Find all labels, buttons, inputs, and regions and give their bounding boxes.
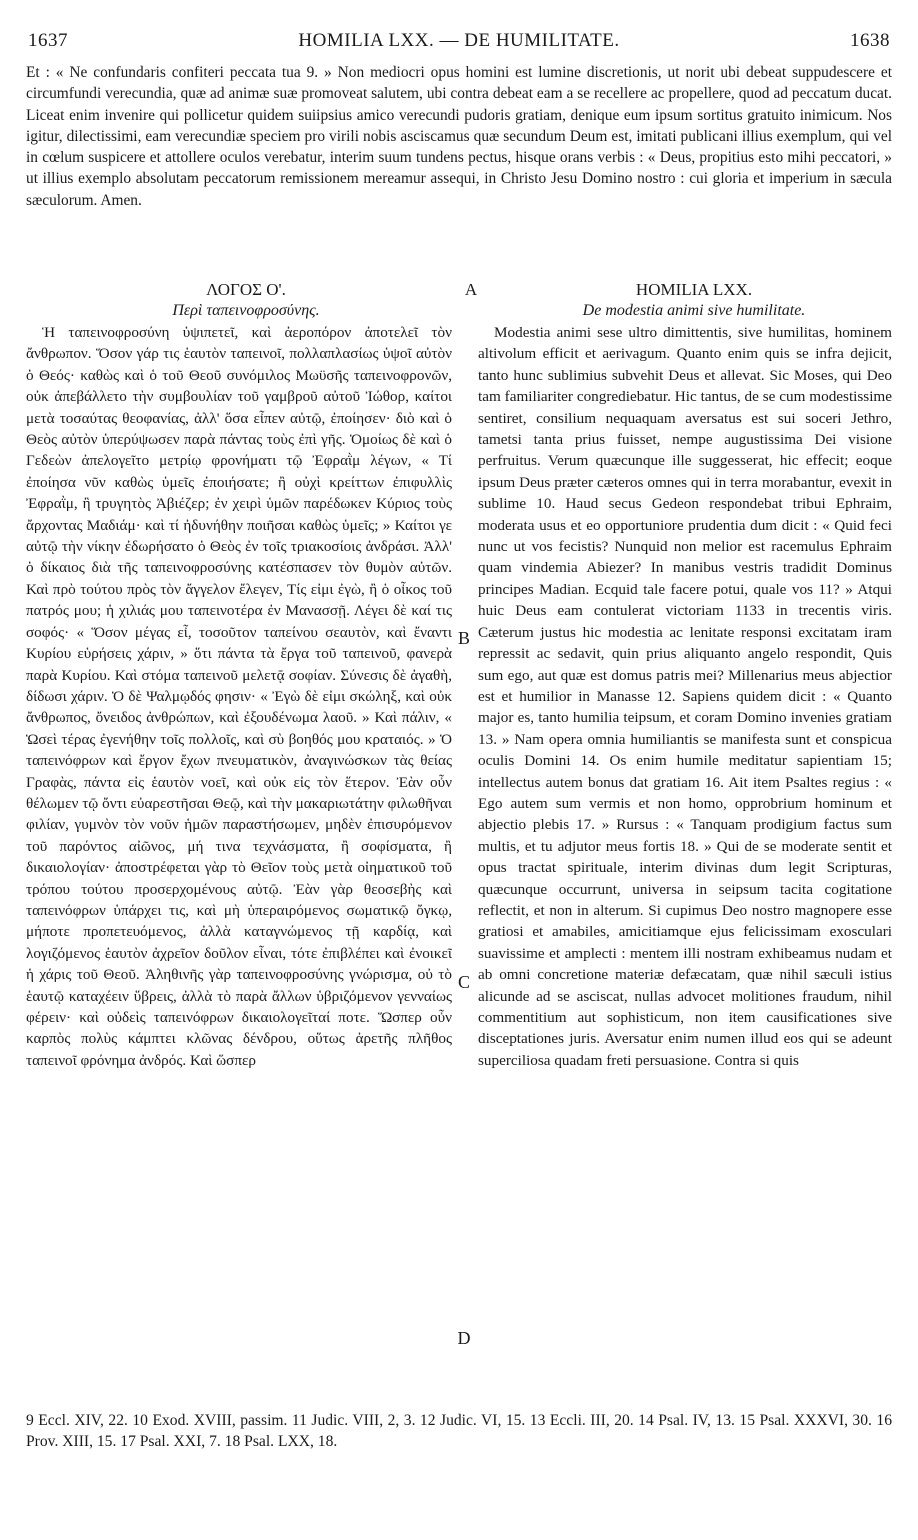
column-letter-d: D (457, 1328, 471, 1348)
column-letter-c: C (457, 972, 470, 992)
page-number-left: 1637 (28, 30, 68, 51)
footnotes: 9 Eccl. XIV, 22. 10 Exod. XVIII, passim. 11 Judic. VIII, 2, 3. 12 Judic. VI, 15. 13 Eccli. III, 20. 14 Psal. IV, 13. 15 Psal. XXXVI, 30. 16 Prov. XIII, 15. 17 Psal. XXI, 7. 18 Psal. LXX, 18. (26, 1412, 892, 1450)
latin-text: Modestia animi sese ultro dimittentis, sive humilitas, hominem altivolum efficit et aerivagum. Quanto enim quis se infra dejicit, tanto hunc sublimius subvehit Deus et allevat. Sic Moses, qui Deo tam familiariter congrediebatur. Hic tantus, de se cum modestissime sentiret, consilium nequaquam aversatus est sui soceri Jethro, tametsi tanta prius fuisset, nempe augustissima Dei visione perfruitus. Verum quæcunque ille suggesserat, hic effecit; eoque ipsum Deus præter cæteros omnes qui in terra morabantur, evexit in sublime 10. Haud secus Gedeon respondebat tribui Ephraim, moderata usus et eo opportuniore prudentia dum dicit : « Quid feci nunc ut vos fecistis? Nunquid non melior est racemulus Ephraim quam vindemia Abiezer? In manibus vestris tradidit Dominus principes Madian. Ecquid tale facere potui, quale vos 11? » Atqui huic Deus eam contulerat victoriam 1133 in trecentis viris. Cæterum justus hic modestia ac lenitate responsi excitatam iram repressit ac sedavit, quin prius aliquanto angelo respondit, Quis sum ego, aut quæ est domus patris mei? Millenarius meus abjectior est et humilior in Manasse 12. Sapiens quidem dicit : « Quanto major es, tanto humilia teipsum, et coram Domino invenies gratiam 13. » Nam opera omnia humiliantis se manifesta sunt et conspicua oculis Domini 14. Os enim humile meditatur sapientiam 15; intellectus autem bonus dat gratiam 16. Ait item Psaltes regius : « Ego autem sum vermis et non homo, opprobrium hominum et abjectio plebis 17. » Rursus : « Tanquam prodigium factus sum multis, et tu adjutor meus fortis 18. » Qui de se moderate sentit et opus tractat spirituale, interim divinas dum legit Scripturas, quæcunque occurrunt, universa in seipsum tacita cogitatione reflectit, et non in alterum. Si cupimus Deo nostro magnopere esse gratiosi et amabiles, amicitiamque ejus felicissimam exosculari suavissime et amplecti : mentem illi nostram exhibeamus nudam et ab omni concretione materiæ defæcatam, quæ nihil sæculi istius alicunde ad se asciscat, nullas advocet molitiones fraudum, nihil commentitium aut sophisticum, non item causificationes sive disceptationes juris. Aversatur enim numen illud eos qui se adeunt superciliosa quadam freti persuasione. Contra si quis (478, 324, 892, 1069)
homily-titles (26, 280, 892, 324)
column-letter-b: B (457, 628, 470, 648)
column-letter-a: A (464, 280, 478, 299)
latin-column (478, 322, 892, 1392)
greek-subtitle: Περὶ ταπεινοφροσύνης. (172, 302, 320, 319)
running-header (28, 30, 890, 58)
latin-title: HOMILIA LXX. (635, 280, 753, 299)
page-number-right: 1638 (850, 30, 890, 51)
latin-subtitle: De modestia animi sive humilitate. (582, 302, 806, 319)
greek-text: Ἡ ταπεινοφροσύνη ὑψιπετεῖ, καὶ ἀεροπόρον ἀποτελεῖ τὸν ἄνθρωπον. Ὅσον γάρ τις ἑαυτὸν ταπεινοῖ, πολλαπλασίως ὑψοῖ αὐτὸν ὁ Θεός· καθὼς καὶ ὁ τοῦ Θεοῦ συνόμιλος Μωϋσῆς ταπεινοφρονῶν, οὐκ ἀπεβάλλετο τὴν συμβουλίαν τοῦ γαμβροῦ αὐτοῦ Ἰώθορ, καίτοι μετὰ τοσαύτας θεοφανίας, ἀλλ' ὅσα εἶπεν αὐτῷ, ἐποίησεν· διὸ καὶ ὁ Θεὸς αὐτὸν ὑπερύψωσεν παρὰ πάντας τοὺς ἐπὶ γῆς. Ὁμοίως δὲ καὶ ὁ Γεδεὼν ἀπελογεῖτο μετρίῳ φρονήματι τῷ Ἐφραῒμ λέγων, « Τί ἐποίησα νῦν καθὼς ὑμεῖς ἐποιήσατε; ἢ οὐχὶ κρείττων ἐπιφυλλὶς Ἐφραῒμ, ἢ τρυγητὸς Ἀβιέζερ; ἐν χειρὶ ὑμῶν παρέδωκεν Κύριος τοὺς ἄρχοντας Μαδιάμ· καὶ τί ἠδυνήθην ποιῆσαι καθὼς ὑμεῖς; » Καίτοι γε αὐτῷ τὴν νίκην ἐδωρήσατο ὁ Θεὸς ἐν τοῖς τριακοσίοις ἀνδράσι. Ἀλλ' ὁ δίκαιος διὰ τῆς ταπεινοφροσύνης κατέσπασεν τὸν θυμὸν αὐτῶν. Καὶ πρὸ τούτου πρὸς τὸν ἄγγελον ἔλεγεν, Τίς εἰμι ἐγὼ, ἢ ὁ οἶκος τοῦ πατρός μου; ἡ χιλιάς μου ταπεινοτέρα ἐν Μανασσῇ. Λέγει δὲ καί τις σοφός· « Ὅσον μέγας εἶ, τοσοῦτον ταπείνου σεαυτὸν, καὶ ἔναντι Κυρίου εὑρήσεις χάριν, » ὅτι πάντα τὰ ἔργα τοῦ ταπεινοῦ, φανερὰ παρὰ Κυρίου. Καὶ στόμα ταπεινοῦ μελετᾷ σοφίαν. Σύνεσις δὲ ἀγαθὴ, δίδωσι χάριν. Ὁ δὲ Ψαλμῳδός φησιν· « Ἐγὼ δὲ εἰμι σκώληξ, καὶ οὐκ ἄνθρωπος, ὄνειδος ἀνθρώπων, καὶ ἐξουδένωμα λαοῦ. » Καὶ πάλιν, « Ὡσεὶ τέρας ἐγενήθην τοῖς πολλοῖς, καὶ σὺ βοηθός μου κραταιός. » Ὁ ταπεινόφρων καὶ ἔργον ἔχων πνευματικὸν, ἀναγινώσκων τὰς θείας Γραφὰς, πάντα εἰς ἑαυτὸν νοεῖ, καὶ οὐκ εἰς τὸν ἕτερον. Ἐὰν οὖν θέλωμεν τῷ ὄντι εὐαρεστῆσαι Θεῷ, καὶ τὴν μακαριωτάτην φιλωθῆναι φιλίαν, γυμνὸν τὸν νοῦν ἡμῶν παραστήσωμεν, μηδὲν ἐπισυρόμενον τοῦ παρόντος αἰῶνος, μή τινα τεχνάσματα, ἢ σοφίσματα, ἢ δικαιολογίαν· ἀποστρέφεται γὰρ τὸ Θεῖον τοὺς μετὰ οἰηματικοῦ τοῦ τρόπου τούτου προσερχομένους αὐτῷ. Ἐὰν γὰρ θεοσεβὴς καὶ ταπεινόφρων ὑπάρχει τις, καὶ μὴ ὑπεραιρόμενος σωματικῷ ὄγκῳ, μήποτε προπετευόμενος, ἀλλὰ καταγνώμενος τῇ καρδίᾳ, καὶ λογιζόμενος ἑαυτὸν ἀχρεῖον δοῦλον εἶναι, τότε ἐπιβλέπει καὶ ἐνοικεῖ ἡ χάρις τοῦ Θεοῦ. Ἀληθινῆς γὰρ ταπεινοφροσύνης γνώρισμα, οὐ τὸ ἑαυτῷ καταχέειν ὕβρεις, ἀλλὰ τὸ παρὰ ἄλλων ὑβριζόμενον γενναίως φέρειν· καὶ οὐδεὶς ταπεινόφρων δικαιολογεῖταί ποτε. Ὥσπερ οὖν καρπὸς πολὺς κάμπτει κλῶνας δένδρου, οὕτως ἀρετῆς πλῆθος ταπεινοῖ φρόνημα ἀνδρός. Καὶ ὥσπερ (26, 324, 452, 1069)
greek-title: ΛΟΓΟΣ Ο'. (206, 280, 286, 299)
running-title: HOMILIA LXX. — DE HUMILITATE. (298, 30, 620, 51)
intro-paragraph: Et : « Ne confundaris confiteri peccata tua 9. » Non mediocri opus homini est lumine discretionis, ut norit ubi debeat suppudescere et circumfundi verecundia, quæ ad animæ suæ promoveat salutem, ubi contra debeat eam a se recellere ac propellere, quod ad peccatum ducat. Liceat enim invenire qui pollicetur quidem suiipsius amico verecundi pudoris gratiam, denique eum ipsum sortitus gratuito inimicum. Nos igitur, dilectissimi, eam verecundiæ speciem pro virili nobis asciscamus quæ secundum Deum est, imitati publicani illius exemplum, qui vel in cœlum suspicere et attollere oculos verebatur, interim suum tundens pectus, hisque orans verbis : « Deus, propitius esto mihi peccatori, » ut illius exemplo absolutam peccatorum remissionem mereamur assequi, in Christo Jesu Domino nostro : cui gloria et imperium in sæcula sæculorum. Amen. (26, 64, 892, 209)
greek-column (26, 322, 452, 1392)
